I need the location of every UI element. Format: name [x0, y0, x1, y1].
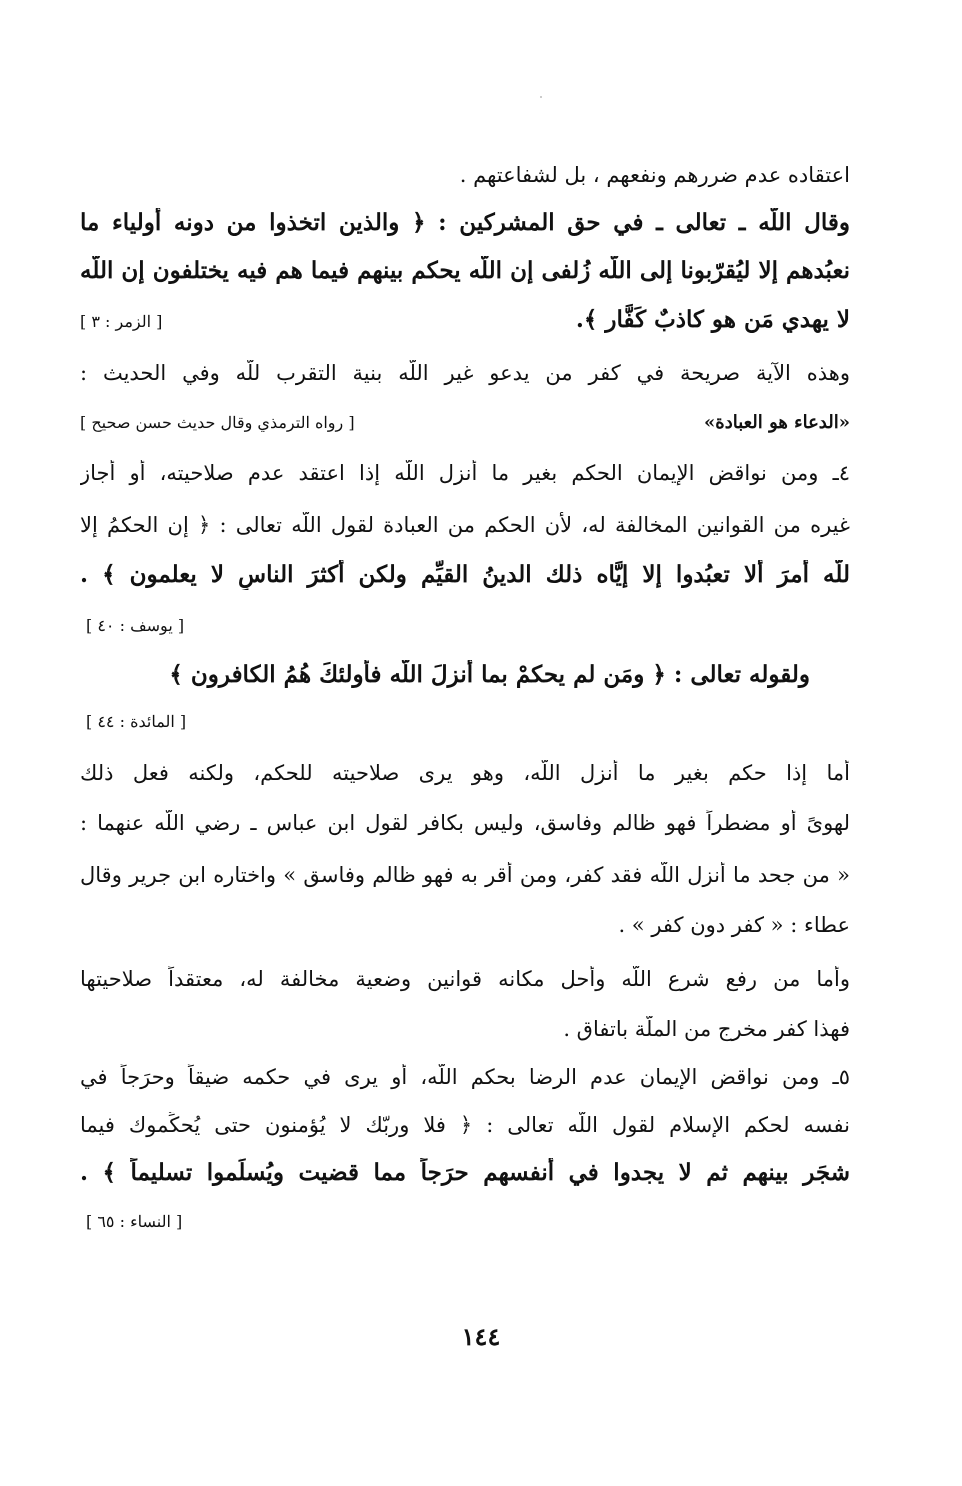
- verse-row: [80, 306, 850, 333]
- verse-line: ولقوله تعالى : ﴿ ومَن لم يحكمْ بما أنزلَ اللّه فأولئكَ هُمُ الكافرون ﴾: [169, 661, 810, 688]
- text-line: وقال اللّه ـ تعالى ـ في حق المشركين : ﴿ والذين اتخذوا من دونه أولياء ما: [80, 209, 850, 236]
- text-line: أما إذا حكم بغير ما أنزل اللّه، وهو يرى صلاحيته للحكم، ولكنه فعل ذلك: [80, 761, 850, 785]
- hadith-row: [80, 412, 850, 433]
- verse-line: شجَر بينهم ثم لا يجدوا في أنفسهم حرَجاً مما قضيت ويُسلِّموا تسليماً ﴾ .: [80, 1159, 850, 1186]
- text-line: « من جحد ما أنزل اللّه فقد كفر، ومن أقر به فهو ظالم وفاسق » واختاره ابن جرير وقال: [80, 863, 850, 887]
- verse-reference: [ يوسف : ٤٠ ]: [86, 616, 185, 635]
- text-line: اعتقاده عدم ضررهم ونفعهم ، بل لشفاعتهم .: [459, 163, 850, 187]
- verse-line: لا يهدي مَن هو كاذبٌ كَفَّار ﴾.: [575, 306, 850, 333]
- verse-reference: [ المائدة : ٤٤ ]: [86, 712, 187, 731]
- text-line: غيره من القوانين المخالفة له، لأن الحكم من العبادة لقول اللّه تعالى : ﴿ إن الحكمُ إلا: [80, 513, 850, 537]
- page-number: ١٤٤: [461, 1322, 501, 1351]
- text-line: وأما من رفع شرع اللّه وأحل مكانه قوانين وضعية مخالفة له، معتقداً صلاحيتها: [80, 967, 850, 991]
- text-line: ٥ـ ومن نواقض الإيمان عدم الرضا بحكم اللّه، أو يرى في حكمه ضيقاً وحرَجاً في: [80, 1065, 850, 1089]
- hadith-reference: [ رواه الترمذي وقال حديث حسن صحيح ]: [80, 413, 355, 432]
- verse-reference: [ الزمر : ٣ ]: [80, 312, 163, 331]
- text-line: ٤ـ ومن نواقض الإيمان الحكم بغير ما أنزل اللّه إذا اعتقد عدم صلاحيته، أو أجاز: [80, 461, 850, 485]
- text-line: عطاء : « كفر دون كفر » .: [618, 913, 850, 937]
- text-line: وهذه الآية صريحة في كفر من يدعو غير اللّه بنية التقرب للّه وفي الحديث :: [80, 361, 850, 385]
- hadith-text: «الدعاء هو العبادة»: [704, 412, 850, 433]
- text-line: لهوىً أو مضطراً فهو ظالم وفاسق، وليس بكافر لقول ابن عباس ـ رضي اللّه عنهما :: [80, 811, 850, 835]
- scan-speck: [540, 96, 542, 98]
- text-line: نفسه لحكم الإسلام لقول اللّه تعالى : ﴿ فلا وربّك لا يُؤمنون حتى يُحكِّموك فيما: [80, 1113, 850, 1137]
- verse-reference: [ النساء : ٦٥ ]: [86, 1212, 183, 1231]
- verse-line: نعبُدهم إلا ليُقرّبونا إلى اللّه زُلفى إن اللّه يحكم بينهم فيما هم فيه يختلفون إن اللّه: [80, 257, 850, 284]
- text-line: فهذا كفر مخرج من الملّة باتفاق .: [563, 1017, 850, 1041]
- verse-line: للّه أمرَ ألا تعبُدوا إلا إيَّاه ذلك الدينُ القيِّم ولكن أكثرَ الناسِ لا يعلمون ﴾ .: [80, 561, 850, 588]
